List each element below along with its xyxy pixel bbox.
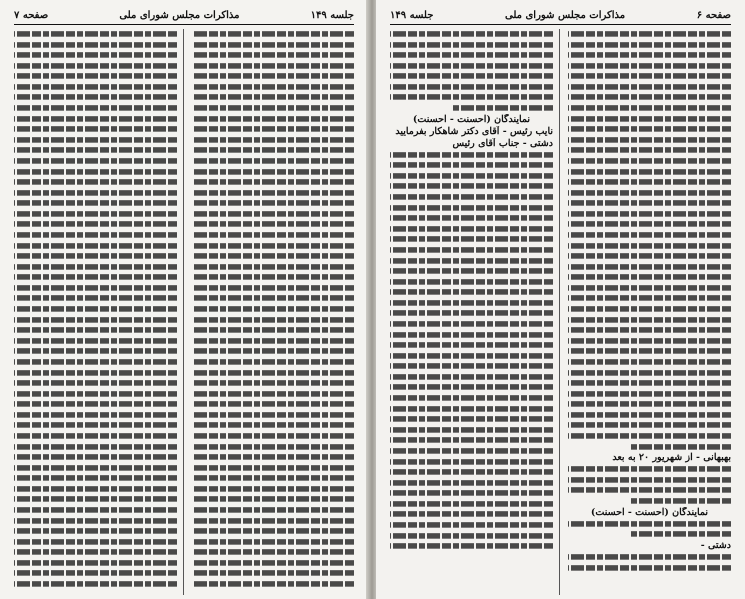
text-line (390, 438, 553, 443)
text-line (192, 222, 355, 227)
text-line (14, 412, 177, 417)
page-6 (376, 0, 745, 599)
text-line (192, 370, 355, 375)
text-line (192, 560, 355, 565)
speaker-line: دشتی - (700, 539, 731, 551)
text-line (192, 179, 355, 184)
text-line (192, 571, 355, 576)
text-line (14, 63, 177, 68)
text-line (14, 528, 177, 533)
text-line (192, 105, 355, 110)
text-line (14, 391, 177, 396)
text-line (192, 317, 355, 322)
text-line (14, 274, 177, 279)
text-line (390, 237, 553, 242)
text-line (390, 289, 553, 294)
text-line (568, 317, 731, 322)
text-line (192, 95, 355, 100)
text-line (14, 190, 177, 195)
text-line (14, 349, 177, 354)
text-line (192, 63, 355, 68)
text-line (192, 116, 355, 121)
text-line (390, 522, 553, 527)
text-line (390, 226, 553, 231)
text-line (390, 52, 553, 57)
text-line (14, 550, 177, 555)
text-line (390, 448, 553, 453)
text-line (568, 264, 731, 269)
text-line (390, 469, 553, 474)
text-line (390, 480, 553, 485)
text-line (192, 380, 355, 385)
text-line (192, 465, 355, 470)
text-line (568, 296, 731, 301)
text-line (192, 169, 355, 174)
text-line (390, 490, 553, 495)
text-line (14, 253, 177, 258)
text-line (14, 31, 177, 36)
text-column-left (390, 29, 560, 595)
text-line (192, 190, 355, 195)
text-line (390, 268, 553, 273)
text-line (390, 184, 553, 189)
text-line (192, 423, 355, 428)
text-line (14, 73, 177, 78)
text-line (390, 342, 553, 347)
text-line (192, 232, 355, 237)
speaker-line: نایب رئیس - آقای دکتر شاهکار بفرمایید (395, 125, 553, 137)
text-line (192, 327, 355, 332)
text-line (568, 73, 731, 78)
text-line (14, 423, 177, 428)
text-line (390, 363, 553, 368)
text-line (14, 327, 177, 332)
text-line (14, 169, 177, 174)
text-line (452, 105, 553, 110)
text-line (568, 338, 731, 343)
text-line (568, 565, 731, 570)
text-line (568, 105, 731, 110)
text-line (14, 306, 177, 311)
text-line (14, 475, 177, 480)
page-number: صفحه ۷ (14, 9, 49, 21)
text-line (192, 507, 355, 512)
text-line (390, 459, 553, 464)
text-line (192, 581, 355, 586)
page-header (390, 6, 731, 25)
text-line (390, 173, 553, 178)
text-line (568, 52, 731, 57)
text-line (568, 211, 731, 216)
text-line (192, 486, 355, 491)
text-line (390, 95, 553, 100)
text-line (14, 105, 177, 110)
text-line (192, 73, 355, 78)
text-line (390, 63, 553, 68)
text-line (390, 42, 553, 47)
text-line (192, 349, 355, 354)
text-line (192, 475, 355, 480)
text-line (568, 274, 731, 279)
text-line (568, 349, 731, 354)
text-line (390, 321, 553, 326)
text-line (390, 247, 553, 252)
text-line (14, 285, 177, 290)
text-line (14, 539, 177, 544)
text-line (390, 205, 553, 210)
text-line (14, 243, 177, 248)
text-line (14, 444, 177, 449)
text-line (390, 279, 553, 284)
text-line (390, 311, 553, 316)
text-line (14, 518, 177, 523)
text-line (14, 380, 177, 385)
speaker-line: دشتی - جناب آقای رئیس (452, 137, 553, 149)
text-line (390, 374, 553, 379)
text-line (568, 285, 731, 290)
text-line (630, 531, 731, 536)
text-line (192, 412, 355, 417)
text-line (568, 84, 731, 89)
text-line (14, 179, 177, 184)
text-line (14, 84, 177, 89)
text-line (568, 232, 731, 237)
text-line (14, 338, 177, 343)
text-line (390, 501, 553, 506)
text-line (192, 148, 355, 153)
text-line (568, 200, 731, 205)
text-line (568, 327, 731, 332)
text-line (568, 401, 731, 406)
text-line (390, 406, 553, 411)
text-line (14, 200, 177, 205)
speaker-line: نمایندگان (احسنت - احسنت) (590, 506, 709, 518)
text-line (192, 84, 355, 89)
text-line (568, 179, 731, 184)
text-line (568, 433, 731, 438)
text-line (568, 243, 731, 248)
text-line (14, 52, 177, 57)
text-line (390, 395, 553, 400)
text-line (14, 137, 177, 142)
text-line (192, 42, 355, 47)
text-line (14, 401, 177, 406)
text-line (14, 126, 177, 131)
text-line (390, 215, 553, 220)
text-line (14, 465, 177, 470)
speaker-line: نمایندگان (احسنت - احسنت) (412, 113, 531, 125)
text-line (14, 317, 177, 322)
text-line (630, 444, 731, 449)
text-line (568, 359, 731, 364)
text-line (390, 416, 553, 421)
text-line (192, 253, 355, 258)
text-line (192, 200, 355, 205)
text-line (568, 306, 731, 311)
text-line (192, 444, 355, 449)
text-line (192, 497, 355, 502)
text-line (192, 391, 355, 396)
text-line (390, 73, 553, 78)
text-line (568, 423, 731, 428)
text-line (568, 253, 731, 258)
text-line (192, 264, 355, 269)
text-line (192, 338, 355, 343)
text-line (192, 306, 355, 311)
text-line (568, 148, 731, 153)
text-line (568, 488, 731, 493)
text-line (14, 497, 177, 502)
text-line (568, 554, 731, 559)
text-line (192, 401, 355, 406)
text-line (14, 148, 177, 153)
text-line (568, 391, 731, 396)
text-line (14, 486, 177, 491)
text-line (192, 454, 355, 459)
text-line (192, 274, 355, 279)
text-line (568, 63, 731, 68)
page-number: صفحه ۶ (696, 9, 731, 21)
text-line (390, 543, 553, 548)
text-line (568, 412, 731, 417)
text-line (192, 285, 355, 290)
text-line (630, 498, 731, 503)
page-header (14, 6, 354, 25)
text-line (14, 264, 177, 269)
speaker-line: بهبهانی - از شهریور ۲۰ به بعد (612, 452, 731, 464)
text-line (568, 42, 731, 47)
text-line (390, 152, 553, 157)
text-line (192, 126, 355, 131)
text-line (14, 571, 177, 576)
text-line (568, 126, 731, 131)
text-line (568, 169, 731, 174)
text-line (390, 512, 553, 517)
text-line (14, 454, 177, 459)
text-line (390, 427, 553, 432)
text-line (14, 42, 177, 47)
text-line (390, 31, 553, 36)
text-line (568, 116, 731, 121)
text-line (390, 194, 553, 199)
text-line (14, 232, 177, 237)
text-columns (390, 29, 731, 595)
text-line (390, 332, 553, 337)
text-line (390, 258, 553, 263)
text-line (568, 95, 731, 100)
text-line (192, 359, 355, 364)
text-line (14, 560, 177, 565)
text-line (192, 528, 355, 533)
text-line (14, 296, 177, 301)
text-line (192, 211, 355, 216)
text-line (390, 300, 553, 305)
text-line (14, 211, 177, 216)
page-title: مذاکرات مجلس شورای ملی (119, 9, 240, 21)
text-column-right (568, 29, 731, 595)
text-line (192, 539, 355, 544)
text-line (568, 190, 731, 195)
page-title: مذاکرات مجلس شورای ملی (505, 9, 626, 21)
text-line (568, 466, 731, 471)
text-line (192, 137, 355, 142)
text-line (568, 31, 731, 36)
text-line (14, 359, 177, 364)
page-7 (0, 0, 368, 599)
text-line (14, 433, 177, 438)
text-line (568, 222, 731, 227)
text-line (14, 222, 177, 227)
text-column-right (192, 29, 355, 595)
text-line (568, 137, 731, 142)
text-line (192, 550, 355, 555)
text-line (14, 116, 177, 121)
text-line (568, 370, 731, 375)
text-line (192, 31, 355, 36)
text-line (390, 533, 553, 538)
text-line (568, 158, 731, 163)
text-line (192, 52, 355, 57)
text-line (14, 370, 177, 375)
text-line (192, 433, 355, 438)
text-line (192, 158, 355, 163)
text-line (192, 296, 355, 301)
text-line (568, 521, 731, 526)
text-line (192, 243, 355, 248)
text-column-left (14, 29, 184, 595)
text-line (568, 477, 731, 482)
text-line (568, 380, 731, 385)
text-line (14, 507, 177, 512)
session-number: جلسه ۱۴۹ (310, 9, 354, 21)
text-line (14, 158, 177, 163)
text-line (390, 162, 553, 167)
text-line (390, 385, 553, 390)
text-columns (14, 29, 354, 595)
text-line (192, 518, 355, 523)
text-line (390, 84, 553, 89)
text-line (14, 581, 177, 586)
text-line (390, 353, 553, 358)
text-line (14, 95, 177, 100)
session-number: جلسه ۱۴۹ (390, 9, 434, 21)
